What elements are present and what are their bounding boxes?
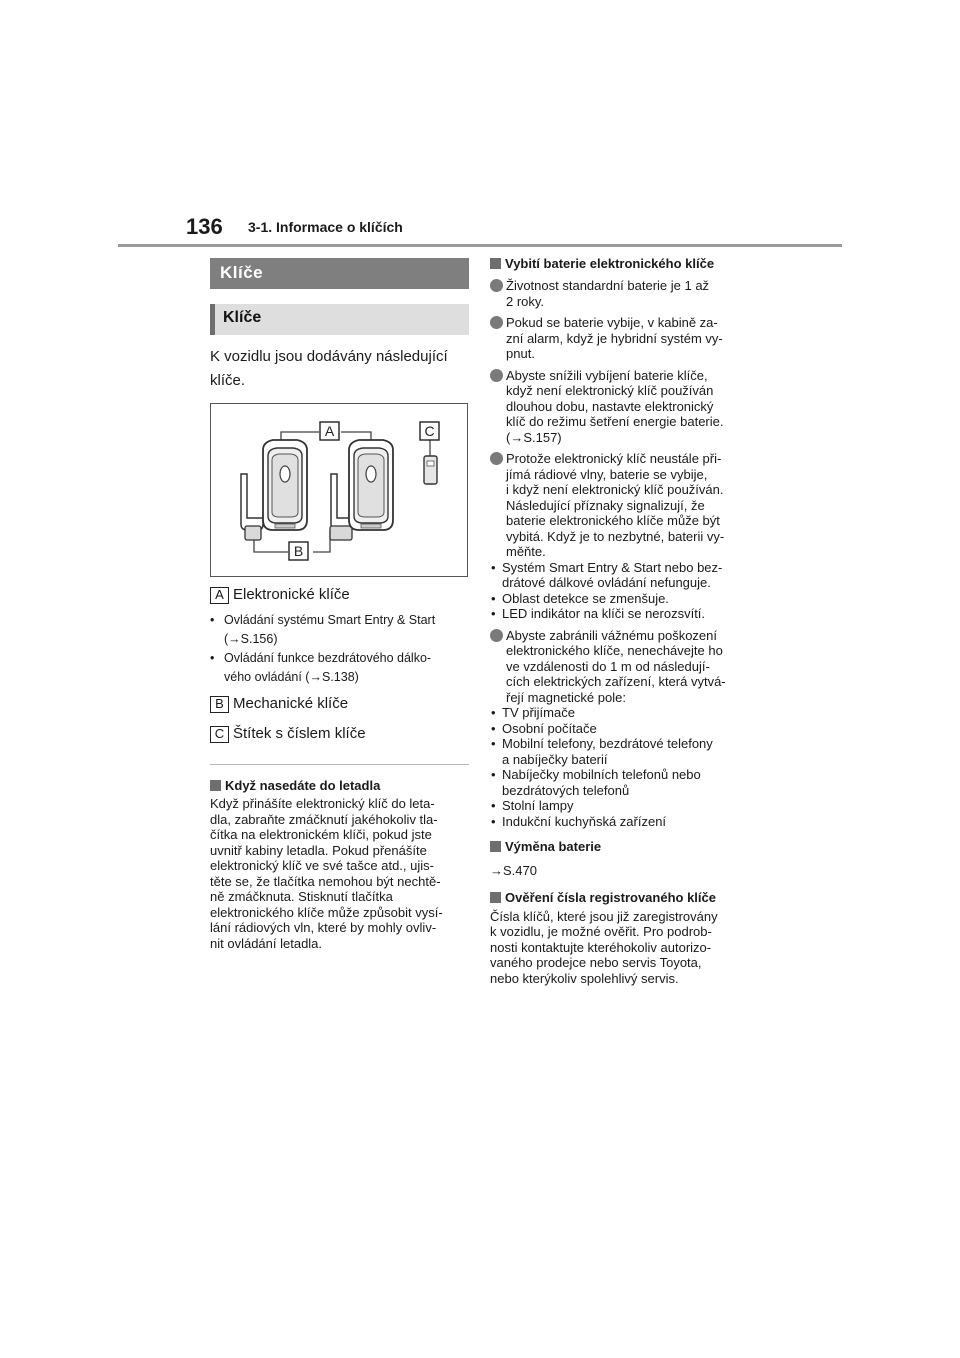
figure-label-b: B — [293, 543, 304, 559]
square-bullet-icon — [490, 892, 501, 903]
aircraft-paragraph: Když přinášíte elektronický klíč do leta- dla, zabraňte zmáčknutí jakéhokoliv tla- čítka na elektronickém klíči, pokud jste uvnitř kabiny letadla. Pokud přenášíte elektronický klíč ve své tašce atd., ujis- těte se, že tlačítka nemohou být nechtě- ně zmáčknuta. Stisknutí tlačítka elektronického klíče může způsobit vysí- lání rádiových vln, které by mohly ovliv- nit ovládání letadla. — [210, 796, 443, 951]
list-item: • Oblast detekce se zmenšuje. — [491, 590, 669, 606]
intro-text: K vozidlu jsou dodávány následující klíče. — [210, 348, 448, 389]
section-title: 3-1. Informace o klíčích — [248, 219, 403, 235]
list-item: • Ovládání funkce bezdrátového dálko- vého ovládání (→S.138) — [210, 651, 432, 684]
header-rule — [118, 244, 842, 247]
figure-label-c: C — [424, 423, 435, 439]
list-item: • Ovládání systému Smart Entry & Start (→S.156) — [210, 613, 436, 646]
list-item: • LED indikátor na klíči se nerozsvítí. — [491, 606, 706, 621]
keys-figure — [210, 403, 468, 577]
divider — [210, 764, 469, 765]
list-item: Abyste zabránili vážnému poškození elektronického klíče, nenechávejte ho ve vzdálenosti do 1 m od následují- cích elektrických zařízení, která vytvá- řejí magnetické pole: — [490, 628, 752, 706]
square-bullet-icon — [490, 258, 501, 269]
figure-label-a: A — [324, 423, 335, 439]
circle-bullet-icon — [490, 452, 503, 465]
battery-replace-reference: →S.470 — [490, 863, 537, 878]
legend-electronic-keys — [210, 585, 469, 605]
left-column — [210, 258, 469, 951]
circle-bullet-icon — [490, 279, 503, 292]
legend-box-b: B — [210, 696, 229, 713]
list-item: Pokud se baterie vybije, v kabině za- zní alarm, když je hybridní systém vy- pnut. — [490, 315, 752, 362]
verify-key-number-paragraph: Čísla klíčů, které jsou již zaregistrovány k vozidlu, je možné ověřit. Pro podrob- nosti kontaktujte kteréhokoliv autorizo- vaného prodejce nebo servis Toyota, nebo kterýkoliv spolehlivý servis. — [490, 908, 718, 986]
legend-key-number-plate — [210, 724, 469, 744]
list-item: • Indukční kuchyňská zařízení — [491, 813, 667, 829]
legend-box-c: C — [210, 726, 229, 743]
circle-bullet-icon — [490, 369, 503, 382]
list-item: • Mobilní telefony, bezdrátové telefony a nabíječky baterií — [491, 736, 713, 767]
legend-box-a: A — [210, 587, 229, 604]
list-item: Protože elektronický klíč neustále při- jímá rádiové vlny, baterie se vybije, i když není elektronický klíč používán. Následující příznaky signalizují, že baterie elektronického klíče může být vybitá. Když je to nezbytné, baterii vy- měňte. — [490, 451, 752, 560]
square-bullet-icon — [490, 841, 501, 852]
device-list — [490, 705, 752, 829]
circle-bullet-icon — [490, 629, 503, 642]
verify-key-number-heading: Ověření čísla registrovaného klíče — [490, 889, 752, 906]
right-column — [490, 255, 752, 986]
legend-text-b: Mechanické klíče — [233, 695, 349, 712]
list-item: • TV přijímače — [491, 705, 575, 720]
section-banner: Klíče — [210, 304, 469, 335]
symptom-list — [490, 560, 752, 622]
list-item: Abyste snížili vybíjení baterie klíče, když není elektronický klíč používán dlouhou dobu, nastavte elektronický klíč do režimu šetření energie baterie. (→S.157) — [490, 368, 752, 446]
keys-illustration — [211, 404, 469, 578]
battery-discharge-heading: Vybití baterie elektronického klíče — [490, 255, 752, 272]
legend-mechanical-keys — [210, 694, 469, 714]
page-number: 136 — [186, 214, 223, 239]
list-item: • Systém Smart Entry & Start nebo bez- drátové dálkové ovládání nefunguje. — [491, 559, 723, 590]
list-item: • Osobní počítače — [491, 720, 597, 736]
aircraft-heading: Když nasedáte do letadla — [210, 777, 469, 794]
list-item: • Nabíječky mobilních telefonů nebo bezdrátových telefonů — [491, 767, 701, 798]
legend-text-c: Štítek s číslem klíče — [233, 725, 366, 742]
legend-text-a: Elektronické klíče — [233, 586, 350, 603]
square-bullet-icon — [210, 780, 221, 791]
battery-replace-heading: Výměna baterie — [490, 838, 752, 855]
list-item: • Stolní lampy — [491, 798, 574, 813]
circle-bullet-icon — [490, 316, 503, 329]
electronic-key-functions — [210, 611, 469, 687]
chapter-banner: Klíče — [210, 258, 469, 289]
list-item: Životnost standardní baterie je 1 až 2 roky. — [490, 278, 752, 309]
